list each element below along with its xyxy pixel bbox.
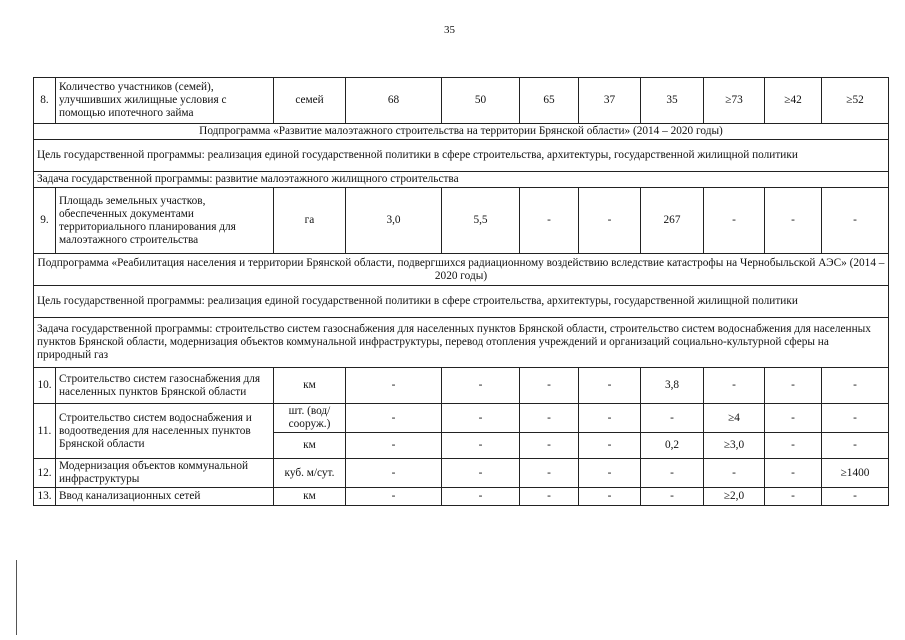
value-cell: - (822, 433, 889, 459)
subprogram-row (34, 124, 889, 140)
value-cell: - (346, 433, 442, 459)
value-cell: - (520, 459, 579, 488)
value-cell: 267 (641, 188, 704, 254)
value-cell: 37 (579, 78, 641, 124)
table-body (34, 78, 889, 506)
table-row (34, 368, 889, 404)
goal-row (34, 286, 889, 318)
value-cell: ≥3,0 (704, 433, 765, 459)
value-cell: - (765, 459, 822, 488)
unit-cell: шт. (вод/ сооруж.) (274, 404, 346, 433)
task-row (34, 318, 889, 368)
value-cell: - (704, 188, 765, 254)
value-cell: - (704, 459, 765, 488)
table-row (34, 488, 889, 506)
value-cell: - (579, 433, 641, 459)
value-cell: 3,0 (346, 188, 442, 254)
value-cell: - (442, 459, 520, 488)
value-cell: - (765, 433, 822, 459)
row-number: 13. (34, 488, 56, 506)
indicator-name: Количество участников (семей), улучшивших жилищные условия с помощью ипотечного займа (56, 78, 274, 124)
value-cell: ≥42 (765, 78, 822, 124)
value-cell: - (442, 368, 520, 404)
indicator-name: Ввод канализационных сетей (56, 488, 274, 506)
value-cell: - (579, 404, 641, 433)
unit-cell: куб. м/сут. (274, 459, 346, 488)
value-cell: - (704, 368, 765, 404)
value-cell: - (442, 433, 520, 459)
row-number: 11. (34, 404, 56, 459)
value-cell: 5,5 (442, 188, 520, 254)
table-row (34, 78, 889, 124)
table-row (34, 459, 889, 488)
page-number: 35 (444, 24, 455, 36)
value-cell: - (579, 488, 641, 506)
indicator-name: Площадь земельных участков, обеспеченных документами территориального планирования для малоэтажного строительства (56, 188, 274, 254)
unit-cell: семей (274, 78, 346, 124)
value-cell: - (442, 488, 520, 506)
value-cell: - (641, 404, 704, 433)
goal-text: Цель государственной программы: реализация единой государственной политики в сфере строительства, архитектуры, государственной жилищной политики (34, 140, 889, 172)
value-cell: - (346, 459, 442, 488)
task-text: Задача государственной программы: строительство систем газоснабжения для населенных пунктов Брянской области, строительство систем водоснабжения для населенных пунктов Брянской области, модернизация объектов коммунальной инфраструктуры, перевод отопления учреждений и организаций социально-культурной сферы на природный газ (34, 318, 889, 368)
table-row (34, 404, 889, 433)
value-cell: - (765, 188, 822, 254)
value-cell: - (822, 188, 889, 254)
value-cell: ≥52 (822, 78, 889, 124)
value-cell: - (346, 368, 442, 404)
value-cell: - (579, 459, 641, 488)
value-cell: - (822, 404, 889, 433)
value-cell: - (765, 488, 822, 506)
value-cell: - (579, 188, 641, 254)
indicators-table (33, 77, 889, 506)
subprogram-row (34, 254, 889, 286)
subprogram-text: Подпрограмма «Реабилитация населения и территории Брянской области, подвергшихся радиационному воздействию вследствие катастрофы на Чернобыльской АЭС» (2014 – 2020 годы) (34, 254, 889, 286)
value-cell: - (641, 488, 704, 506)
table-row (34, 188, 889, 254)
value-cell: ≥4 (704, 404, 765, 433)
value-cell: - (520, 188, 579, 254)
value-cell: ≥2,0 (704, 488, 765, 506)
unit-cell: км (274, 433, 346, 459)
value-cell: ≥1400 (822, 459, 889, 488)
value-cell: - (641, 459, 704, 488)
row-number: 9. (34, 188, 56, 254)
value-cell: - (765, 368, 822, 404)
value-cell: ≥73 (704, 78, 765, 124)
indicator-name: Строительство систем газоснабжения для населенных пунктов Брянской области (56, 368, 274, 404)
value-cell: 35 (641, 78, 704, 124)
goal-text: Цель государственной программы: реализация единой государственной политики в сфере строительства, архитектуры, государственной жилищной политики (34, 286, 889, 318)
value-cell: 0,2 (641, 433, 704, 459)
margin-line (16, 560, 17, 635)
goal-row (34, 140, 889, 172)
value-cell: - (520, 488, 579, 506)
value-cell: - (520, 404, 579, 433)
value-cell: - (442, 404, 520, 433)
value-cell: - (822, 368, 889, 404)
value-cell: - (765, 404, 822, 433)
value-cell: - (346, 488, 442, 506)
value-cell: - (346, 404, 442, 433)
value-cell: 68 (346, 78, 442, 124)
row-number: 12. (34, 459, 56, 488)
value-cell: - (822, 488, 889, 506)
unit-cell: га (274, 188, 346, 254)
value-cell: - (520, 433, 579, 459)
unit-cell: км (274, 488, 346, 506)
value-cell: 65 (520, 78, 579, 124)
value-cell: - (520, 368, 579, 404)
indicator-name: Модернизация объектов коммунальной инфраструктуры (56, 459, 274, 488)
value-cell: - (579, 368, 641, 404)
indicator-name: Строительство систем водоснабжения и водоотведения для населенных пунктов Брянской области (56, 404, 274, 459)
task-row (34, 172, 889, 188)
value-cell: 50 (442, 78, 520, 124)
value-cell: 3,8 (641, 368, 704, 404)
subprogram-text: Подпрограмма «Развитие малоэтажного строительства на территории Брянской области» (2014 – 2020 годы) (34, 124, 889, 140)
task-text: Задача государственной программы: развитие малоэтажного жилищного строительства (34, 172, 889, 188)
row-number: 10. (34, 368, 56, 404)
unit-cell: км (274, 368, 346, 404)
row-number: 8. (34, 78, 56, 124)
